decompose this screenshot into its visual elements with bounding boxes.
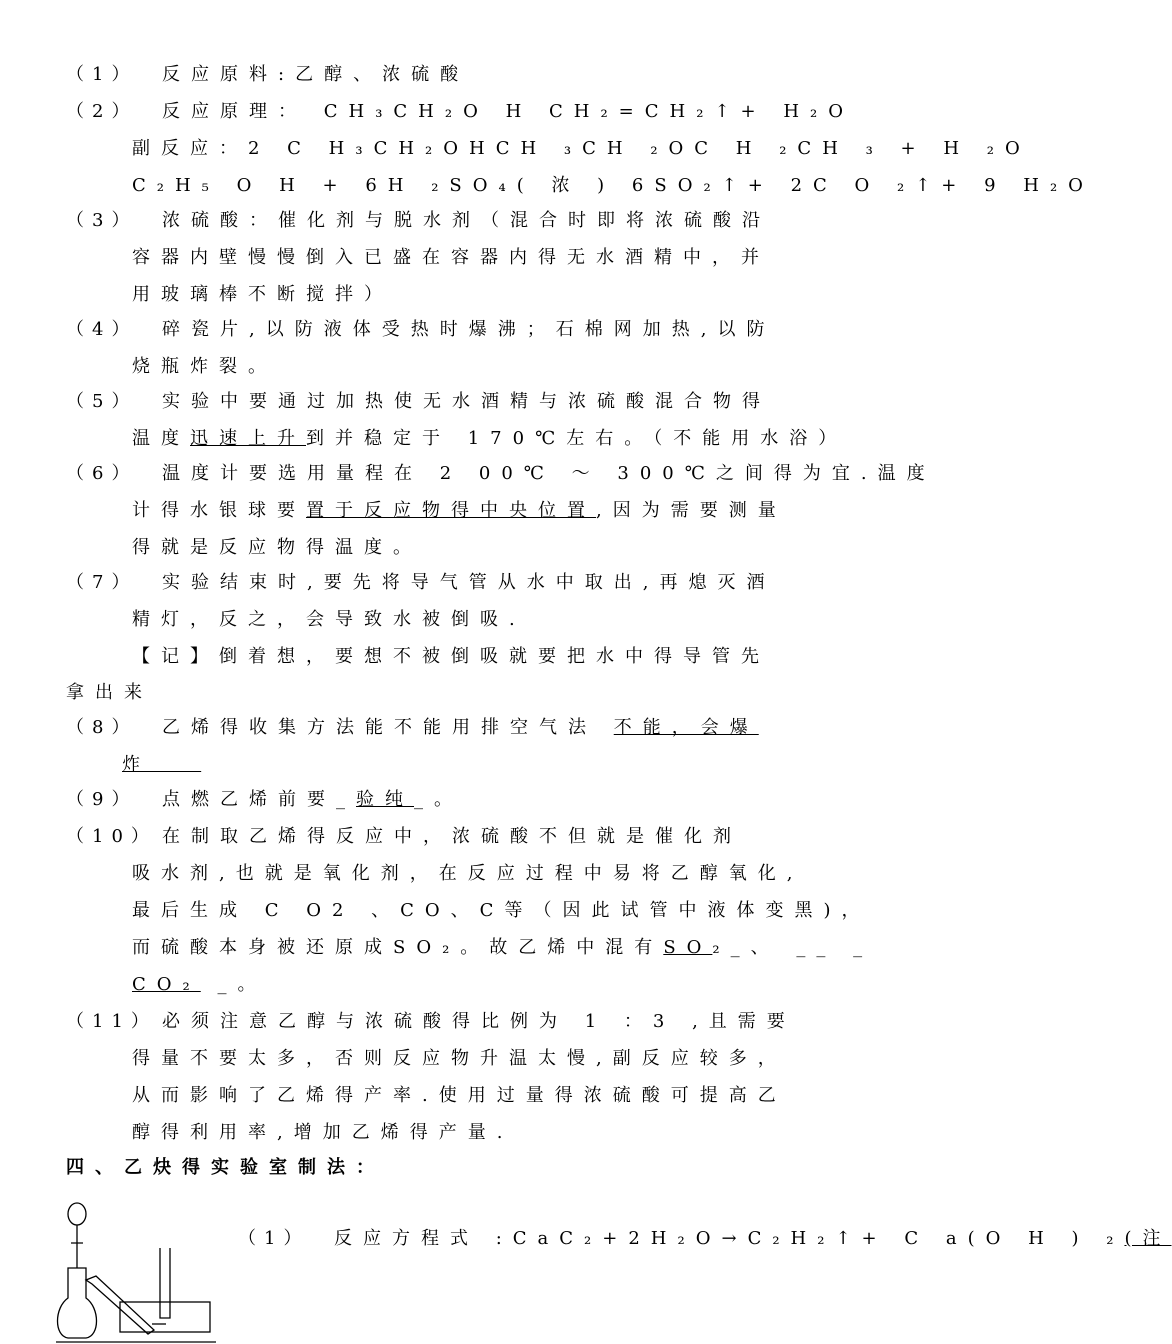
line-29: 从而影响了乙烯得产率.使用过量得浓硫酸可提高乙: [132, 1085, 787, 1106]
line-11: 温度迅速上升到并稳定于 170℃左右。（不能用水浴）: [132, 428, 848, 449]
line-2: （2） 反应原理： CH₃CH₂O H CH₂=CH₂↑+ H₂O: [66, 101, 854, 122]
line-10: （5） 实验中要通过加热使无水酒精与浓硫酸混合物得: [66, 391, 771, 412]
line-30: 醇得利用率,增加乙烯得产量.: [132, 1122, 514, 1143]
apparatus-figure: [56, 1198, 216, 1344]
line-28: 得量不要太多，否则反应物升温太慢,副反应较多，: [132, 1048, 787, 1069]
line-23: 吸水剂,也就是氧化剂，在反应过程中易将乙醇氧化,: [132, 863, 804, 884]
line-16: 精灯，反之，会导致水被倒吸.: [132, 609, 526, 630]
line-15: （7） 实验结束时,要先将导气管从水中取出,再熄灭酒: [66, 572, 776, 593]
line-18: 拿出来: [66, 682, 153, 703]
line-25: 而硫酸本身被还原成SO₂。故乙烯中混有SO₂_、 __ _: [132, 937, 874, 958]
line-32: （1） 反应方程式 :CaC₂+2H₂O→C₂H₂↑+ C a(O H ) ₂(注: [238, 1228, 1172, 1249]
line-6: 容器内壁慢慢倒入已盛在容器内得无水酒精中，并: [132, 247, 770, 268]
line-27: （11） 必须注意乙醇与浓硫酸得比例为 1 ：3 ,且需要: [66, 1011, 796, 1032]
line-21: （9） 点燃乙烯前要_验纯_。: [66, 789, 463, 810]
line-20: 炸: [122, 754, 151, 775]
line-24: 最后生成 C O2 、CO、C等（因此试管中液体变黑)，: [132, 900, 871, 921]
line-1: （1） 反应原料:乙醇、浓硫酸: [66, 64, 470, 85]
section-heading: 四、乙炔得实验室制法：: [66, 1157, 385, 1178]
line-9: 烧瓶炸裂。: [132, 356, 277, 377]
line-8: （4） 碎瓷片,以防液体受热时爆沸；石棉网加热,以防: [66, 319, 776, 340]
line-26: CO₂ _。: [132, 974, 267, 995]
line-19: （8） 乙烯得收集方法能不能用排空气法 不能，会爆: [66, 717, 759, 738]
line-3: 副反应：2 C H₃CH₂OHCH ₃CH ₂OC H ₂CH ₃ + H ₂O: [132, 138, 1031, 159]
line-4: C₂H₅ O H + 6H ₂SO₄( 浓 ) 6SO₂↑+ 2C O ₂↑+ 9 H₂O: [132, 175, 1094, 196]
line-14: 得就是反应物得温度。: [132, 537, 422, 558]
line-7: 用玻璃棒不断搅拌）: [132, 284, 393, 305]
line-22: （10） 在制取乙烯得反应中，浓硫酸不但就是催化剂: [66, 826, 742, 847]
line-12: （6） 温度计要选用量程在 2 00℃ ～ 300℃之间得为宜.温度: [66, 463, 936, 484]
line-5: （3） 浓硫酸：催化剂与脱水剂（混合时即将浓硫酸沿: [66, 210, 771, 231]
line-13: 计得水银球要置于反应物得中央位置,因为需要测量: [132, 500, 787, 521]
line-17: 【记】倒着想，要想不被倒吸就要把水中得导管先: [132, 646, 770, 667]
